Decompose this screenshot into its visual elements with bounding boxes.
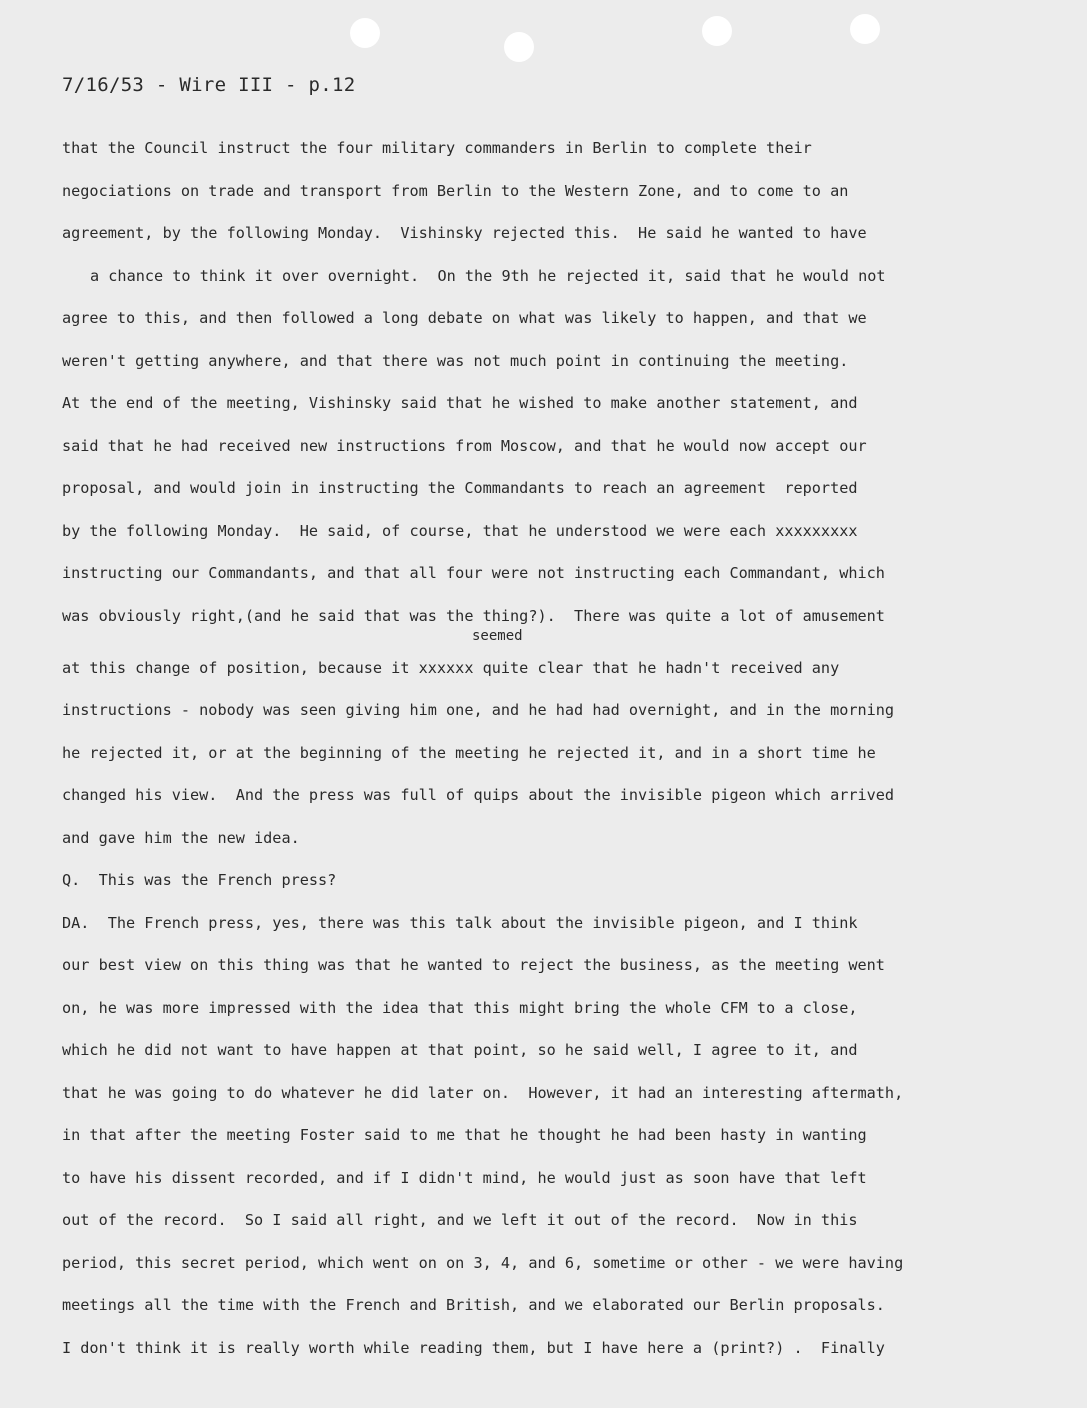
text-line: said that he had received new instructions from Moscow, and that he would now accept our — [62, 436, 867, 455]
text-line: agree to this, and then followed a long debate on what was likely to happen, and that we — [62, 309, 867, 327]
text-line: that the Council instruct the four military commanders in Berlin to complete their — [62, 139, 812, 157]
text-line: changed his view. And the press was full of quips about the invisible pigeon which arrived — [62, 786, 895, 804]
question-line: Q. This was the French press? — [62, 871, 337, 889]
text-line: out of the record. So I said all right, and we left it out of the record. Now in this — [62, 1211, 858, 1229]
text-line: I don't think it is really worth while reading them, but I have here a (print?) . Finally — [62, 1338, 885, 1357]
text-line: to have his dissent recorded, and if I didn't mind, he would just as soon have that left — [62, 1168, 867, 1187]
text-line: proposal, and would join in instructing the Commandants to reach an agreement reported — [62, 479, 858, 497]
text-line: our best view on this thing was that he wanted to reject the business, as the meeting went — [62, 956, 885, 974]
transcript-body — [62, 134, 1052, 1376]
text-line: meetings all the time with the French and British, and we elaborated our Berlin proposals. — [62, 1296, 885, 1314]
text-line: At the end of the meeting, Vishinsky said that he wished to make another statement, and — [62, 394, 858, 412]
text-line: and gave him the new idea. — [62, 828, 300, 847]
text-line: in that after the meeting Foster said to me that he thought he had been hasty in wanting — [62, 1126, 867, 1144]
text-line: a chance to think it over overnight. On the 9th he rejected it, said that he would not — [90, 266, 886, 285]
text-line: at this change of position, because it xxxxxx quite clear that he hadn't received any — [62, 658, 840, 677]
answer-line: DA. The French press, yes, there was this talk about the invisible pigeon, and I think — [62, 913, 858, 932]
punch-hole — [850, 14, 880, 44]
page-header: 7/16/53 - Wire III - p.12 — [62, 74, 356, 96]
text-line: which he did not want to have happen at that point, so he said well, I agree to it, and — [62, 1041, 858, 1059]
interlinear-insertion — [62, 628, 1052, 654]
punch-hole — [504, 32, 534, 62]
text-line: he rejected it, or at the beginning of the meeting he rejected it, and in a short time he — [62, 743, 876, 762]
text-line: on, he was more impressed with the idea that this might bring the whole CFM to a close, — [62, 998, 858, 1017]
punch-hole — [350, 18, 380, 48]
text-line: negociations on trade and transport from Berlin to the Western Zone, and to come to an — [62, 181, 849, 200]
text-line: was obviously right,(and he said that was the thing?). There was quite a lot of amusement — [62, 606, 885, 625]
text-line: instructions - nobody was seen giving him one, and he had had overnight, and in the morning — [62, 701, 895, 719]
interlinear-word: seemed — [472, 627, 523, 644]
text-line: period, this secret period, which went on on 3, 4, and 6, sometime or other - we were having — [62, 1253, 904, 1272]
text-line: instructing our Commandants, and that all four were not instructing each Commandant, which — [62, 564, 885, 582]
punch-hole — [702, 16, 732, 46]
text-line: weren't getting anywhere, and that there was not much point in continuing the meeting. — [62, 351, 849, 370]
text-line: that he was going to do whatever he did later on. However, it had an interesting aftermath, — [62, 1083, 904, 1102]
text-line: by the following Monday. He said, of course, that he understood we were each xxxxxxxxx — [62, 521, 858, 540]
text-line: agreement, by the following Monday. Vishinsky rejected this. He said he wanted to have — [62, 224, 867, 242]
